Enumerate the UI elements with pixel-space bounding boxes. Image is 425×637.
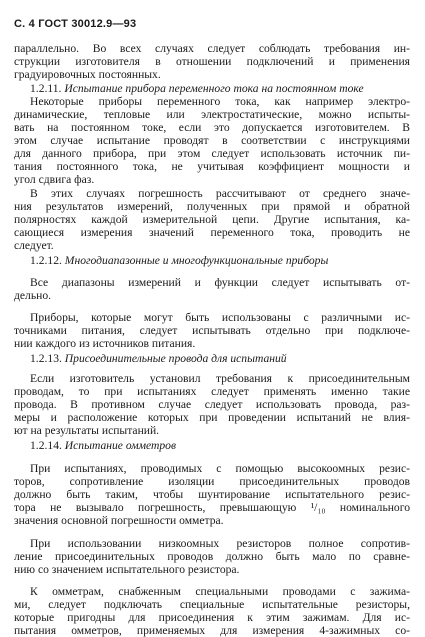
text-line: струкции изготовителя в отношении подключений и применения — [14, 55, 410, 68]
section-heading-text — [30, 82, 364, 95]
text-line: проводам, то при испытаниях следует применять именно такие — [14, 385, 410, 398]
text-line: Если изготовитель установил требования к присоединительным — [30, 372, 410, 385]
text-line: нии каждого из источников питания. — [14, 337, 196, 350]
section-title: Испытание омметров — [64, 439, 176, 452]
text-line: провода. В противном случае следует использовать провода, раз- — [14, 398, 410, 411]
section-number: 1.2.14. — [30, 439, 65, 452]
text-line: К омметрам, снабженным специальными проводами с зажима- — [30, 585, 410, 598]
section-title: Многодиапазонные и многофункциональные приборы — [64, 254, 329, 267]
text-line: динамические, тепловые или электростатические, можно испыты- — [14, 108, 410, 121]
text-line: следует. — [14, 239, 54, 252]
text-line: полярностях каждой измерительной цепи. Другие испытания, ка- — [14, 213, 410, 226]
text-line: торов, сопротивление изоляции присоединительных проводов — [14, 475, 410, 488]
text-line: нию со значением испытательного резистора. — [14, 563, 240, 576]
section-number: 1.2.12. — [30, 254, 65, 267]
text-line: сающиеся измерения значений переменного тока, проводить не — [14, 226, 410, 239]
section-title: Испытание прибора переменного тока на постоянном токе — [64, 82, 364, 95]
section-heading-text — [30, 352, 287, 365]
section-number: 1.2.11. — [30, 82, 65, 95]
section-heading-text — [30, 254, 328, 267]
text-line: параллельно. Во всех случаях следует соблюдать требования ин- — [14, 42, 410, 55]
text-line: ют на результаты испытаний. — [14, 424, 160, 437]
text-line: пытания омметров, применяемых для измерения 4-зажимных со- — [14, 624, 410, 637]
section-heading — [30, 82, 364, 95]
text-line: угол сдвига фаз. — [14, 173, 95, 186]
text-line: должно быть таким, чтобы шунтирование испытательного резис- — [14, 488, 410, 501]
section-heading — [30, 254, 328, 267]
text-line: Некоторые приборы переменного тока, как например электро- — [30, 95, 410, 108]
text-line: значения основной погрешности омметра. — [14, 514, 224, 527]
text-line: точниками питания, следует испытывать отдельно при подключе- — [14, 324, 410, 337]
text-line: тания постоянного тока, не учитывая коэффициент мощности и — [14, 160, 410, 173]
section-title: Присоединительные провода для испытаний — [64, 352, 287, 365]
text-line: меры и расположение которых при проведении испытаний не влия- — [14, 411, 410, 424]
text-line: ление присоединительных проводов должно быть мало по сравне- — [14, 550, 410, 563]
section-heading — [30, 439, 176, 452]
text-line: для данного прибора, при этом следует использовать источник пи- — [14, 147, 410, 160]
text-line: этом случае испытание проводят в соответствии с инструкциями — [14, 134, 410, 147]
text-line: которые пригодны для присоединения к этим зажимам. Для ис- — [14, 611, 410, 624]
text-line: Все диапазоны измерений и функции следует испытывать от- — [30, 276, 410, 289]
text-line: При испытаниях, проводимых с помощью высокоомных резис- — [30, 462, 410, 475]
text-line: ния результатов измерений, полученных при прямой и обратной — [14, 200, 410, 213]
text-line: градуировочных постоянных. — [14, 68, 161, 81]
text-line: тора не вызывало погрешность, превышающую ¹/₁₀ номинального — [14, 501, 410, 514]
text-line: Приборы, которые могут быть использованы с различными ис- — [30, 311, 410, 324]
text-line: дельно. — [14, 289, 52, 302]
page-header: С. 4 ГОСТ 30012.9—93 — [14, 18, 137, 30]
text-line: вать на постоянном токе, если это допускается изготовителем. В — [14, 121, 410, 134]
text-line: ми, следует подключать специальные испытательные резисторы, — [14, 598, 410, 611]
section-heading-text — [30, 439, 176, 452]
text-line: В этих случаях погрешность рассчитывают от среднего значе- — [30, 187, 410, 200]
section-number: 1.2.13. — [30, 352, 65, 365]
section-heading — [30, 352, 287, 365]
text-line: При использовании низкоомных резисторов полное сопротив- — [30, 537, 410, 550]
